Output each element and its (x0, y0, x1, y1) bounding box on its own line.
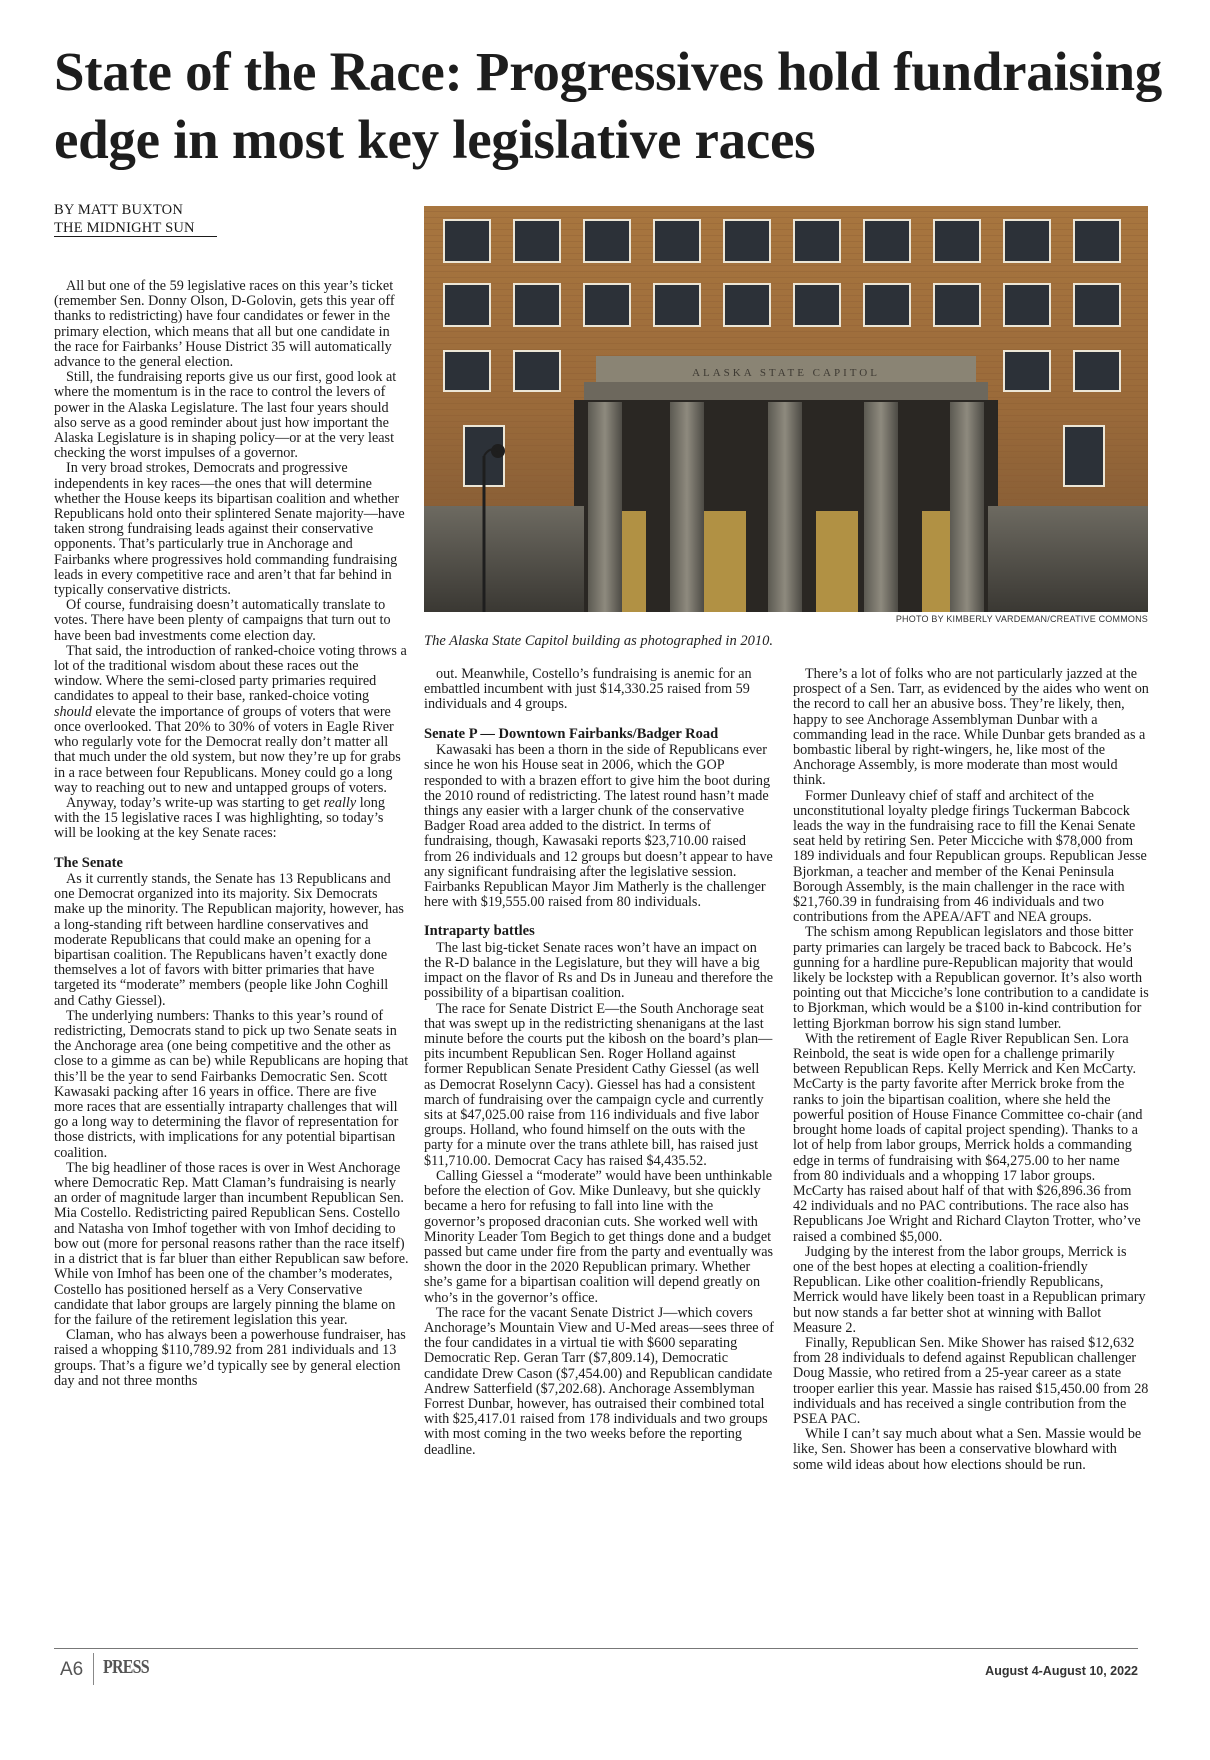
headline: State of the Race: Progressives hold fundraising edge in most key legislative races (54, 41, 1162, 170)
article-column-2 (424, 667, 774, 1458)
paragraph: In very broad strokes, Democrats and progressive independents in key races—the ones that will determine whether the House keeps its bipartisan coalition and whether Republicans hold onto their splintered Senate majority—have taken strong fundraising leads against their conservative opponents. That’s particularly true in Anchorage and Fairbanks where progressives hold commanding fundraising leads in every competitive race and aren’t that far behind in typically conservative districts. (54, 460, 405, 599)
footer-separator (93, 1653, 94, 1685)
window-shape (1074, 220, 1120, 262)
window-shape (584, 284, 630, 326)
window-shape (444, 284, 490, 326)
paragraph: out. Meanwhile, Costello’s fundraising is anemic for an embattled incumbent with just $14,330.25 raised from 59 individuals and 4 groups. (424, 666, 752, 713)
window-shape (864, 284, 910, 326)
window-shape (1064, 426, 1104, 486)
capitol-photo (424, 206, 1148, 612)
photo-caption: The Alaska State Capitol building as photographed in 2010. (424, 633, 773, 649)
paragraph: The schism among Republican legislators and those bitter party primaries can largely be traced back to Babcock. He’s gunning for a hardline pure-Republican majority that would likely be lockstep with a Republican governor. It’s also worth pointing out that Micciche’s lone contribution to a candidate is to Bjorkman, which would be a $100 in-kind contribution for letting Bjorkman borrow his sign stand lumber. (793, 924, 1149, 1032)
window-shape (1004, 284, 1050, 326)
paragraph: The underlying numbers: Thanks to this year’s round of redistricting, Democrats stand to pick up two Senate seats in the Anchorage area (one being competitive and the other as close to a gimme as can be) while Republicans are hoping that this’ll be the year to send Fairbanks Democratic Sen. Scott Kawasaki packing after 16 years in office. There are five more races that are essentially intraparty challenges that will go a long way to determining the flavor of representation for those districts, with implications for any potential bipartisan coalition. (54, 1007, 409, 1161)
article-column-3 (793, 667, 1149, 1473)
paragraph: Calling Giessel a “moderate” would have been unthinkable before the election of Gov. Mike Dunleavy, but she quickly became a hero for refusing to fall into line with the governor’s proposed draconian cuts. She worked well with Minority Leader Tom Begich to get things done and a budget passed but came under fire from the party and eventually was shown the door in the 2020 Republican primary. Whether she’s game for a bipartisan coalition will depend greatly on who’s in the governor’s office. (424, 1167, 774, 1306)
window-shape (514, 220, 560, 262)
paragraph: With the retirement of Eagle River Republican Sen. Lora Reinbold, the seat is wide open for a challenge primarily between Republican Reps. Kelly Merrick and Ken McCarty. McCarty is the party favorite after Merrick broke from the ranks to join the bipartisan coalition, where she held the powerful position of House Finance Committee co-chair (and brought home loads of capital project spending). Thanks to a lot of help from labor groups, Merrick holds a commanding edge in terms of fundraising with $64,275.00 to her name from 80 individuals and a whopping 17 labor groups. McCarty has raised about half of that with $26,896.36 from 42 individuals and no PAC contributions. The race also has Republicans Joe Wright and Richard Clayton Trotter, who’ve raised a combined $5,000. (793, 1030, 1143, 1245)
window-shape (444, 351, 490, 391)
section-heading-senate-p: Senate P — Downtown Fairbanks/Badger Road (424, 725, 719, 742)
window-shape (514, 284, 560, 326)
window-shape (1004, 351, 1050, 391)
window-shape (584, 220, 630, 262)
paragraph: While I can’t say much about what a Sen. Massie would be like, Sen. Shower has been a conservative blowhard with some wild ideas about how elections should be run. (793, 1426, 1142, 1473)
window-shape (794, 284, 840, 326)
window-shape (724, 220, 770, 262)
paragraph: Claman, who has always been a powerhouse fundraiser, has raised a whopping $110,789.92 from 281 individuals and 13 groups. That’s a figure we’d typically see by general election day and not three months (54, 1327, 406, 1389)
page-number: A6 (60, 1659, 84, 1680)
window-shape (444, 220, 490, 262)
window-shape (514, 351, 560, 391)
window-shape (724, 284, 770, 326)
window-shape (934, 284, 980, 326)
paragraph: Former Dunleavy chief of staff and architect of the unconstitutional loyalty pledge firings Tuckerman Babcock leads the way in the fundraising race to fill the Kenai Senate seat held by retiring Sen. Peter Micciche with $78,000 from 189 individuals and four Republican groups. Republican Jesse Bjorkman, a teacher and member of the Kenai Peninsula Borough Assembly, is the main challenger in the race with $21,760.39 in fundraising from 46 individuals and two contributions from the APEA/AFT and NEA groups. (793, 787, 1147, 926)
window-shape (864, 220, 910, 262)
window-shape (934, 220, 980, 262)
paragraph: Finally, Republican Sen. Mike Shower has raised $12,632 from 28 individuals to defend against Republican challenger Doug Massie, who retired from a 25-year career as a state trooper earlier this year. Massie has raised $15,450.00 from 28 individuals and has received a single contribution from the PSEA PAC. (793, 1334, 1149, 1427)
paragraph: The race for Senate District E—the South Anchorage seat that was swept up in the redistricting shenanigans at the last minute before the courts put the kibosh on the board’s plan—pits incumbent Republican Sen. Roger Holland against former Republican Senate President Cathy Giessel (as well as Democrat Roselynn Cacy). Giessel has had a consistent march of fundraising over the campaign cycle and currently sits at $47,025.00 raise from 116 individuals and five labor groups. Holland, who found himself on the outs with the party for a minute over the trans athlete bill, has raised just $11,710.00. Democrat Cacy has raised $4,435.52. (424, 1000, 773, 1169)
building-photo-icon (424, 206, 1148, 612)
window-shape (1074, 351, 1120, 391)
byline-outlet: THE MIDNIGHT SUN (54, 220, 217, 237)
section-heading-senate: The Senate (54, 854, 123, 871)
capitol-sign-text: ALASKA STATE CAPITOL (692, 367, 880, 379)
paragraph: Judging by the interest from the labor groups, Merrick is one of the best hopes at electing a coalition-friendly Republican. Like other coalition-friendly Republicans, Merrick would have likely been toast in a Republican primary but now stands a far better shot at winning with Ballot Measure 2. (793, 1243, 1146, 1336)
paragraph: Anyway, today’s write-up was starting to get really long with the 15 legislative races I was highlighting, so today’s will be looking at the key Senate races: (54, 794, 385, 842)
paragraph: There’s a lot of folks who are not particularly jazzed at the prospect of a Sen. Tarr, as evidenced by the aides who went on the record to call her an abusive boss. They’re likely, then, happy to see Anchorage Assemblyman Dunbar with a commanding lead in the race. While Dunbar gets branded as a bombastic liberal by right-wingers, he, like most of the Anchorage Assembly, is more moderate than most would think. (793, 666, 1149, 789)
paragraph: The big headliner of those races is over in West Anchorage where Democratic Rep. Matt Claman’s fundraising is nearly an order of magnitude larger than incumbent Republican Sen. Mia Costello. Redistricting paired Republican Sens. Costello and Natasha von Imhof together with von Imhof deciding to bow out (more for personal reasons rather than the race itself) in a district that is far bluer than either Republican saw before. While von Imhof has been one of the chamber’s moderates, Costello has positioned herself as a Very Conservative candidate that labor groups are largely pinning the blame on for the failure of the retirement legislation this year. (54, 1159, 409, 1328)
byline (54, 202, 217, 237)
paragraph: As it currently stands, the Senate has 13 Republicans and one Democrat organized into its majority. Six Democrats make up the minority. The Republican majority, however, has a long-standing rift between hardline conservatives and moderate Republicans that could make an opening for a bipartisan coalition. The Republicans haven’t exactly done themselves a lot of favors with bitter primaries that have targeted its “moderate” members (people like John Coghill and Cathy Giessel). (54, 871, 404, 1009)
paragraph: Still, the fundraising reports give us our first, good look at where the momentum is in the race to control the levers of power in the Alaska Legislature. The last four years should also serve as a good reminder about just how important the Alaska Legislature is in shaping policy—or at the very least checking the worst impulses of a governor. (54, 369, 397, 462)
article-column-1 (54, 279, 409, 1389)
paragraph: That said, the introduction of ranked-choice voting throws a lot of the traditional wisdom about these races out the window. Where the semi-closed party primaries required candidates to appeal to their base, ranked-choice voting should elevate the importance of groups of voters that were once overlooked. That 20% to 30% of voters in Eagle River who regularly vote for the Democrat really don’t matter all that much under the old system, but now they’re up for grabs in a race between four Republicans. Money could go a long way to reaching out to new and untapped groups of voters. (54, 642, 407, 796)
section-heading-intraparty: Intraparty battles (424, 923, 535, 940)
issue-date: August 4-August 10, 2022 (985, 1664, 1138, 1678)
paragraph: Kawasaki has been a thorn in the side of Republicans ever since he won his House seat in 2006, which the GOP responded to with a brazen effort to give him the boot during the 2010 round of redistricting. The latest round hasn’t made things any easier with a larger chunk of the conservative Badger Road area added to the district. In terms of fundraising, though, Kawasaki reports $23,710.00 raised from 26 individuals and 12 groups but doesn’t appear to have any significant fundraising after the legislative session. Fairbanks Republican Mayor Jim Matherly is the challenger here with $19,555.00 raised from 80 individuals. (424, 742, 773, 911)
paragraph: The last big-ticket Senate races won’t have an impact on the R-D balance in the Legislature, but they will have a big impact on the flavor of Rs and Ds in Juneau and therefore the possibility of a bipartisan coalition. (424, 939, 774, 1002)
press-logo: PRESS (103, 1656, 149, 1678)
window-shape (654, 284, 700, 326)
footer-divider (54, 1648, 1138, 1649)
window-shape (654, 220, 700, 262)
paragraph: All but one of the 59 legislative races on this year’s ticket (remember Sen. Donny Olson, D-Golovin, gets this year off thanks to redistricting) have four candidates or fewer in the primary election, which means that all but one candidate in the race for Fairbanks’ House District 35 will automatically advance to the general election. (54, 278, 395, 371)
byline-author: BY MATT BUXTON (54, 202, 184, 218)
photo-credit: PHOTO BY KIMBERLY VARDEMAN/CREATIVE COMMONS (895, 614, 1148, 624)
window-shape (1074, 284, 1120, 326)
paragraph: The race for the vacant Senate District J—which covers Anchorage’s Mountain View and U-Med areas—sees three of the four candidates in a virtual tie with $600 separating Democratic Rep. Geran Tarr ($7,809.14), Democratic candidate Drew Cason ($7,454.00) and Republican candidate Andrew Satterfield ($7,202.68). Anchorage Assemblyman Forrest Dunbar, however, has outraised their combined total with $25,417.01 raised from 178 individuals and two groups with most coming in the two weeks before the reporting deadline. (424, 1304, 774, 1458)
window-shape (1004, 220, 1050, 262)
paragraph: Of course, fundraising doesn’t automatically translate to votes. There have been plenty of campaigns that turn out to have been bad investments come election day. (54, 597, 391, 644)
window-shape (794, 220, 840, 262)
